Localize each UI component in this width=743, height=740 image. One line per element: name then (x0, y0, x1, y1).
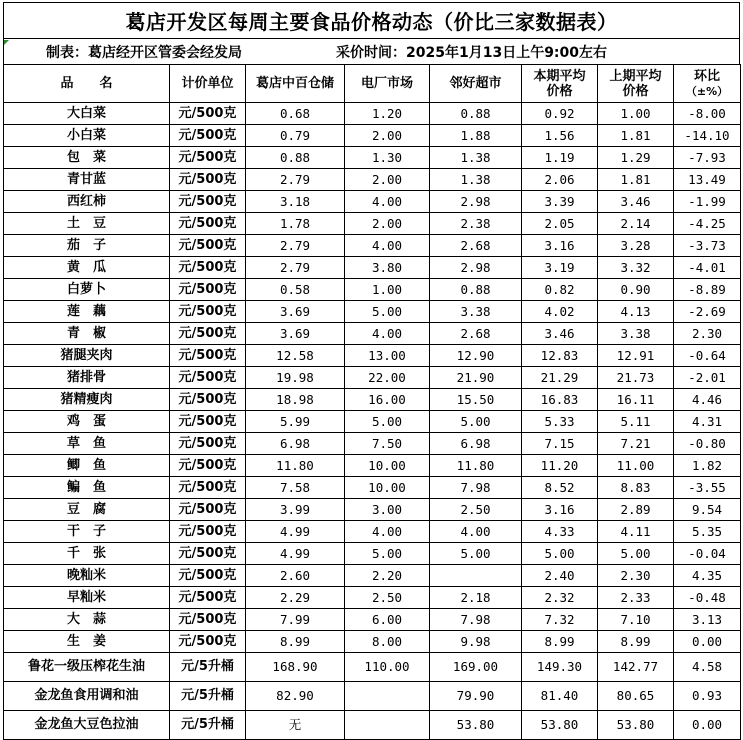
cell-store-linhao: 53.80 (430, 711, 522, 740)
cell-change: 0.00 (674, 631, 741, 653)
header-store-dianchang: 电厂市场 (345, 65, 430, 103)
cell-store-linhao: 0.88 (430, 103, 522, 125)
cell-change: -3.55 (674, 477, 741, 499)
cell-unit: 元/5升桶 (170, 653, 246, 682)
cell-store-linhao: 11.80 (430, 455, 522, 477)
cell-previous-avg: 8.99 (598, 631, 674, 653)
cell-store-dianchang: 3.80 (345, 257, 430, 279)
cell-store-zhongbai: 2.79 (246, 257, 345, 279)
cell-name: 生 姜 (4, 631, 170, 653)
cell-change: -8.00 (674, 103, 741, 125)
header-previous-avg-line2: 价格 (622, 83, 649, 99)
table-row (4, 191, 741, 213)
cell-store-dianchang: 10.00 (345, 455, 430, 477)
cell-unit: 元/5升桶 (170, 711, 246, 740)
cell-change: -3.73 (674, 235, 741, 257)
cell-previous-avg: 7.21 (598, 433, 674, 455)
cell-unit: 元/500克 (170, 631, 246, 653)
cell-name: 鸡 蛋 (4, 411, 170, 433)
cell-change: -1.99 (674, 191, 741, 213)
cell-current-avg: 3.16 (522, 499, 598, 521)
cell-store-zhongbai: 8.99 (246, 631, 345, 653)
cell-name: 小白菜 (4, 125, 170, 147)
cell-store-linhao: 2.68 (430, 323, 522, 345)
cell-change: -7.93 (674, 147, 741, 169)
table-row (4, 235, 741, 257)
header-current-avg (522, 65, 598, 103)
cell-previous-avg: 4.11 (598, 521, 674, 543)
cell-store-dianchang: 10.00 (345, 477, 430, 499)
cell-store-dianchang: 4.00 (345, 323, 430, 345)
meta-row (3, 39, 740, 64)
cell-previous-avg: 4.13 (598, 301, 674, 323)
cell-unit: 元/500克 (170, 213, 246, 235)
cell-unit: 元/500克 (170, 477, 246, 499)
header-row (4, 65, 741, 103)
cell-store-linhao: 12.90 (430, 345, 522, 367)
cell-previous-avg: 142.77 (598, 653, 674, 682)
cell-change: 1.82 (674, 455, 741, 477)
cell-unit: 元/500克 (170, 587, 246, 609)
cell-previous-avg: 1.00 (598, 103, 674, 125)
cell-store-linhao: 1.88 (430, 125, 522, 147)
cell-current-avg: 149.30 (522, 653, 598, 682)
cell-previous-avg: 8.83 (598, 477, 674, 499)
cell-store-dianchang: 5.00 (345, 543, 430, 565)
cell-previous-avg: 5.00 (598, 543, 674, 565)
cell-change: 5.35 (674, 521, 741, 543)
cell-change: 4.46 (674, 389, 741, 411)
cell-comment-marker (4, 40, 9, 45)
cell-current-avg: 3.19 (522, 257, 598, 279)
cell-unit: 元/500克 (170, 301, 246, 323)
cell-current-avg: 4.02 (522, 301, 598, 323)
cell-store-zhongbai: 12.58 (246, 345, 345, 367)
cell-unit: 元/500克 (170, 279, 246, 301)
cell-change: -14.10 (674, 125, 741, 147)
cell-store-zhongbai: 0.88 (246, 147, 345, 169)
cell-store-dianchang: 7.50 (345, 433, 430, 455)
cell-current-avg: 0.82 (522, 279, 598, 301)
cell-store-zhongbai: 0.68 (246, 103, 345, 125)
cell-store-dianchang: 16.00 (345, 389, 430, 411)
cell-current-avg: 1.19 (522, 147, 598, 169)
header-previous-avg (598, 65, 674, 103)
cell-store-dianchang: 6.00 (345, 609, 430, 631)
table-row (4, 543, 741, 565)
header-current-avg-line2: 价格 (546, 83, 573, 99)
cell-current-avg: 4.33 (522, 521, 598, 543)
cell-store-linhao: 9.98 (430, 631, 522, 653)
cell-store-dianchang (345, 682, 430, 711)
cell-store-dianchang: 1.00 (345, 279, 430, 301)
table-row (4, 631, 741, 653)
cell-previous-avg: 3.46 (598, 191, 674, 213)
cell-previous-avg: 3.38 (598, 323, 674, 345)
cell-store-zhongbai: 3.69 (246, 301, 345, 323)
cell-current-avg: 7.32 (522, 609, 598, 631)
cell-current-avg: 2.06 (522, 169, 598, 191)
table-row (4, 411, 741, 433)
cell-store-zhongbai: 2.29 (246, 587, 345, 609)
cell-store-linhao: 7.98 (430, 609, 522, 631)
cell-store-dianchang: 3.00 (345, 499, 430, 521)
cell-store-linhao: 2.18 (430, 587, 522, 609)
table-row (4, 257, 741, 279)
cell-store-zhongbai: 2.60 (246, 565, 345, 587)
cell-store-dianchang: 5.00 (345, 411, 430, 433)
cell-unit: 元/500克 (170, 389, 246, 411)
cell-store-zhongbai: 4.99 (246, 543, 345, 565)
cell-name: 豆 腐 (4, 499, 170, 521)
cell-current-avg: 1.56 (522, 125, 598, 147)
cell-store-linhao: 0.88 (430, 279, 522, 301)
table-row (4, 169, 741, 191)
cell-unit: 元/500克 (170, 235, 246, 257)
cell-current-avg: 3.46 (522, 323, 598, 345)
cell-name: 鲁花一级压榨花生油 (4, 653, 170, 682)
cell-current-avg: 11.20 (522, 455, 598, 477)
cell-store-linhao: 1.38 (430, 147, 522, 169)
cell-change: 2.30 (674, 323, 741, 345)
cell-store-linhao: 4.00 (430, 521, 522, 543)
header-name: 品 名 (4, 65, 170, 103)
cell-store-dianchang: 2.00 (345, 125, 430, 147)
cell-previous-avg: 5.11 (598, 411, 674, 433)
cell-store-zhongbai: 19.98 (246, 367, 345, 389)
cell-unit: 元/500克 (170, 367, 246, 389)
cell-previous-avg: 21.73 (598, 367, 674, 389)
cell-previous-avg: 2.89 (598, 499, 674, 521)
cell-name: 西红柿 (4, 191, 170, 213)
table-row (4, 147, 741, 169)
cell-name: 大 蒜 (4, 609, 170, 631)
cell-unit: 元/500克 (170, 323, 246, 345)
cell-change: -0.64 (674, 345, 741, 367)
cell-previous-avg: 1.29 (598, 147, 674, 169)
cell-change: -2.01 (674, 367, 741, 389)
cell-previous-avg: 3.32 (598, 257, 674, 279)
cell-store-dianchang: 4.00 (345, 235, 430, 257)
cell-change: -0.48 (674, 587, 741, 609)
price-time-label: 采价时间：2025年1月13日上午9:00左右 (336, 45, 608, 61)
cell-change: -4.01 (674, 257, 741, 279)
cell-change: 3.13 (674, 609, 741, 631)
cell-current-avg: 8.52 (522, 477, 598, 499)
cell-name: 猪精瘦肉 (4, 389, 170, 411)
table-row (4, 213, 741, 235)
cell-name: 青 椒 (4, 323, 170, 345)
cell-store-zhongbai: 7.99 (246, 609, 345, 631)
cell-store-dianchang: 22.00 (345, 367, 430, 389)
cell-current-avg: 16.83 (522, 389, 598, 411)
cell-name: 大白菜 (4, 103, 170, 125)
table-row (4, 345, 741, 367)
cell-unit: 元/500克 (170, 169, 246, 191)
cell-store-dianchang: 4.00 (345, 191, 430, 213)
cell-store-zhongbai: 168.90 (246, 653, 345, 682)
cell-store-linhao: 2.68 (430, 235, 522, 257)
cell-name: 鲫 鱼 (4, 455, 170, 477)
cell-unit: 元/500克 (170, 521, 246, 543)
cell-name: 青甘蓝 (4, 169, 170, 191)
cell-unit: 元/500克 (170, 565, 246, 587)
cell-store-zhongbai: 18.98 (246, 389, 345, 411)
cell-previous-avg: 80.65 (598, 682, 674, 711)
cell-current-avg: 81.40 (522, 682, 598, 711)
cell-name: 千 张 (4, 543, 170, 565)
table-row (4, 301, 741, 323)
cell-current-avg: 2.05 (522, 213, 598, 235)
cell-store-linhao (430, 565, 522, 587)
cell-store-linhao: 21.90 (430, 367, 522, 389)
cell-store-zhongbai: 2.79 (246, 169, 345, 191)
table-row (4, 587, 741, 609)
cell-previous-avg: 2.30 (598, 565, 674, 587)
cell-previous-avg: 1.81 (598, 169, 674, 191)
cell-store-dianchang: 1.30 (345, 147, 430, 169)
cell-current-avg: 3.16 (522, 235, 598, 257)
cell-change: 4.35 (674, 565, 741, 587)
cell-store-dianchang (345, 711, 430, 740)
cell-name: 包 菜 (4, 147, 170, 169)
cell-change: -2.69 (674, 301, 741, 323)
header-change (674, 65, 741, 103)
cell-store-zhongbai: 4.99 (246, 521, 345, 543)
maker-label: 制表：葛店经开区管委会经发局 (46, 45, 242, 61)
cell-change: 4.58 (674, 653, 741, 682)
cell-unit: 元/500克 (170, 543, 246, 565)
cell-store-zhongbai: 5.99 (246, 411, 345, 433)
cell-store-linhao: 5.00 (430, 411, 522, 433)
table-row (4, 103, 741, 125)
cell-current-avg: 53.80 (522, 711, 598, 740)
header-current-avg-line1: 本期平均 (533, 68, 586, 84)
cell-store-linhao: 3.38 (430, 301, 522, 323)
cell-store-zhongbai: 2.79 (246, 235, 345, 257)
cell-store-linhao: 2.98 (430, 191, 522, 213)
cell-change: -0.04 (674, 543, 741, 565)
cell-name: 黄 瓜 (4, 257, 170, 279)
cell-unit: 元/5升桶 (170, 682, 246, 711)
cell-previous-avg: 0.90 (598, 279, 674, 301)
table-row (4, 455, 741, 477)
table-row (4, 609, 741, 631)
cell-unit: 元/500克 (170, 257, 246, 279)
cell-store-linhao: 2.50 (430, 499, 522, 521)
cell-store-zhongbai: 1.78 (246, 213, 345, 235)
cell-store-dianchang: 8.00 (345, 631, 430, 653)
cell-store-dianchang: 110.00 (345, 653, 430, 682)
header-unit: 计价单位 (170, 65, 246, 103)
header-change-line1: 环比 (693, 68, 720, 84)
cell-change: 9.54 (674, 499, 741, 521)
cell-current-avg: 12.83 (522, 345, 598, 367)
cell-name: 白萝卜 (4, 279, 170, 301)
cell-change: 13.49 (674, 169, 741, 191)
cell-store-linhao: 169.00 (430, 653, 522, 682)
cell-store-dianchang: 2.20 (345, 565, 430, 587)
cell-unit: 元/500克 (170, 103, 246, 125)
cell-store-linhao: 6.98 (430, 433, 522, 455)
cell-store-zhongbai: 7.58 (246, 477, 345, 499)
table-row (4, 521, 741, 543)
cell-name: 晚籼米 (4, 565, 170, 587)
oil-row (4, 711, 741, 740)
table-row (4, 499, 741, 521)
sheet-title: 葛店开发区每周主要食品价格动态（价比三家数据表） (3, 2, 740, 39)
cell-previous-avg: 7.10 (598, 609, 674, 631)
cell-change: 0.00 (674, 711, 741, 740)
table-row (4, 433, 741, 455)
cell-store-zhongbai: 3.69 (246, 323, 345, 345)
cell-change: -8.89 (674, 279, 741, 301)
cell-store-dianchang: 2.00 (345, 213, 430, 235)
table-row (4, 565, 741, 587)
cell-current-avg: 5.00 (522, 543, 598, 565)
header-change-line2: （±%） (685, 84, 729, 98)
cell-current-avg: 2.40 (522, 565, 598, 587)
cell-previous-avg: 1.81 (598, 125, 674, 147)
cell-unit: 元/500克 (170, 411, 246, 433)
cell-name: 早籼米 (4, 587, 170, 609)
table-row (4, 389, 741, 411)
table-row (4, 477, 741, 499)
cell-current-avg: 21.29 (522, 367, 598, 389)
cell-store-linhao: 5.00 (430, 543, 522, 565)
header-previous-avg-line1: 上期平均 (609, 68, 662, 84)
cell-name: 干 子 (4, 521, 170, 543)
cell-store-zhongbai: 11.80 (246, 455, 345, 477)
cell-name: 猪排骨 (4, 367, 170, 389)
cell-store-linhao: 2.98 (430, 257, 522, 279)
cell-store-linhao: 79.90 (430, 682, 522, 711)
table-row (4, 367, 741, 389)
cell-unit: 元/500克 (170, 345, 246, 367)
cell-unit: 元/500克 (170, 125, 246, 147)
cell-current-avg: 8.99 (522, 631, 598, 653)
cell-store-zhongbai: 6.98 (246, 433, 345, 455)
cell-current-avg: 7.15 (522, 433, 598, 455)
cell-current-avg: 3.39 (522, 191, 598, 213)
price-table-body (4, 65, 741, 740)
header-store-linhao: 邻好超市 (430, 65, 522, 103)
cell-name: 茄 子 (4, 235, 170, 257)
cell-current-avg: 2.32 (522, 587, 598, 609)
cell-current-avg: 0.92 (522, 103, 598, 125)
cell-store-dianchang: 5.00 (345, 301, 430, 323)
cell-store-linhao: 7.98 (430, 477, 522, 499)
cell-store-zhongbai: 0.79 (246, 125, 345, 147)
price-table (3, 64, 741, 740)
cell-change: -0.80 (674, 433, 741, 455)
cell-change: -4.25 (674, 213, 741, 235)
cell-name: 金龙鱼大豆色拉油 (4, 711, 170, 740)
cell-store-linhao: 15.50 (430, 389, 522, 411)
cell-store-zhongbai: 3.18 (246, 191, 345, 213)
cell-previous-avg: 2.33 (598, 587, 674, 609)
cell-store-linhao: 2.38 (430, 213, 522, 235)
cell-previous-avg: 16.11 (598, 389, 674, 411)
cell-previous-avg: 3.28 (598, 235, 674, 257)
cell-previous-avg: 2.14 (598, 213, 674, 235)
cell-unit: 元/500克 (170, 455, 246, 477)
cell-unit: 元/500克 (170, 433, 246, 455)
cell-store-zhongbai: 无 (246, 711, 345, 740)
cell-previous-avg: 53.80 (598, 711, 674, 740)
cell-unit: 元/500克 (170, 499, 246, 521)
table-row (4, 125, 741, 147)
cell-name: 莲 藕 (4, 301, 170, 323)
cell-store-zhongbai: 0.58 (246, 279, 345, 301)
cell-unit: 元/500克 (170, 191, 246, 213)
header-store-zhongbai: 葛店中百仓储 (246, 65, 345, 103)
cell-previous-avg: 12.91 (598, 345, 674, 367)
cell-change: 0.93 (674, 682, 741, 711)
table-row (4, 279, 741, 301)
cell-unit: 元/500克 (170, 147, 246, 169)
cell-unit: 元/500克 (170, 609, 246, 631)
cell-store-dianchang: 4.00 (345, 521, 430, 543)
cell-store-zhongbai: 3.99 (246, 499, 345, 521)
cell-previous-avg: 11.00 (598, 455, 674, 477)
cell-name: 猪腿夹肉 (4, 345, 170, 367)
cell-name: 草 鱼 (4, 433, 170, 455)
table-row (4, 323, 741, 345)
cell-name: 土 豆 (4, 213, 170, 235)
oil-row (4, 653, 741, 682)
cell-store-dianchang: 2.50 (345, 587, 430, 609)
oil-row (4, 682, 741, 711)
cell-current-avg: 5.33 (522, 411, 598, 433)
cell-store-linhao: 1.38 (430, 169, 522, 191)
cell-store-dianchang: 2.00 (345, 169, 430, 191)
cell-name: 金龙鱼食用调和油 (4, 682, 170, 711)
cell-store-dianchang: 13.00 (345, 345, 430, 367)
cell-name: 鳊 鱼 (4, 477, 170, 499)
cell-change: 4.31 (674, 411, 741, 433)
cell-store-zhongbai: 82.90 (246, 682, 345, 711)
cell-store-dianchang: 1.20 (345, 103, 430, 125)
